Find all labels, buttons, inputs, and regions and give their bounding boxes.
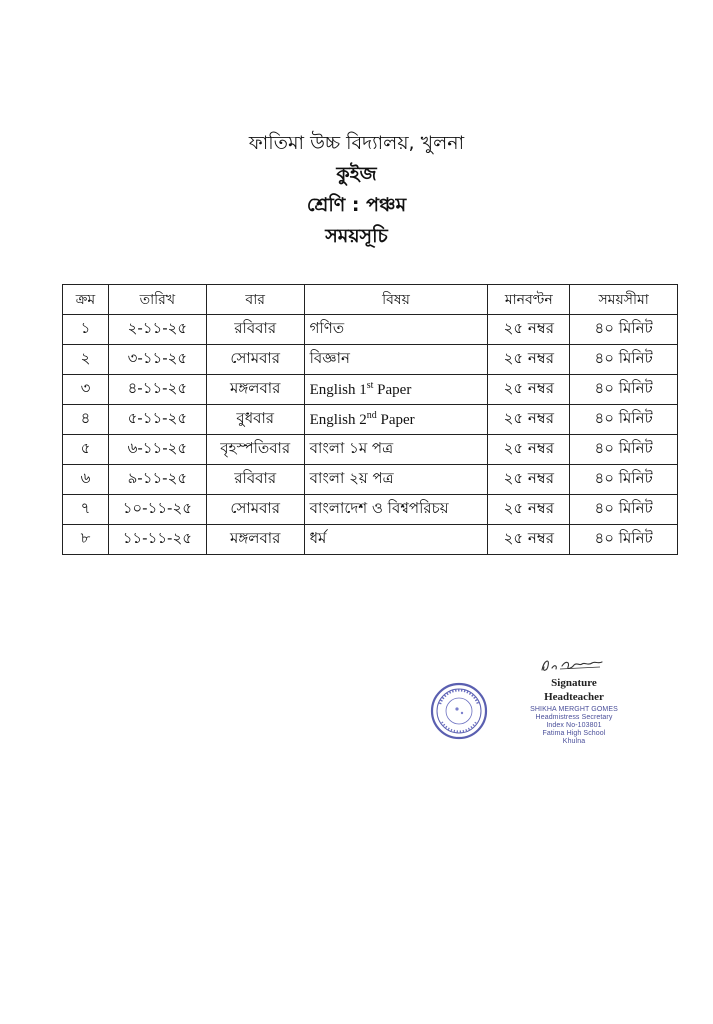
cell-date: ৪-১১-২৫ — [108, 375, 206, 405]
cell-date: ৫-১১-২৫ — [108, 405, 206, 435]
cell-marks: ২৫ নম্বর — [488, 435, 570, 465]
header-date: তারিখ — [108, 285, 206, 315]
school-seal-stamp — [430, 682, 488, 740]
cell-serial: ৪ — [63, 405, 109, 435]
subject-text: English 2 — [309, 412, 367, 428]
cell-date: ৩-১১-২৫ — [108, 345, 206, 375]
cell-date: ২-১১-২৫ — [108, 315, 206, 345]
cell-date: ৬-১১-২৫ — [108, 435, 206, 465]
stamp-line: Headmistress Secretary — [535, 714, 613, 721]
header-serial: ক্রম — [63, 285, 109, 315]
cell-day: সোমবার — [206, 345, 304, 375]
header-marks: মানবণ্টন — [488, 285, 570, 315]
header-day: বার — [206, 285, 304, 315]
class-line: শ্রেণি : পঞ্চম — [306, 194, 407, 216]
headteacher-label: Headteacher — [544, 691, 604, 703]
cell-subject — [304, 405, 488, 435]
cell-marks: ২৫ নম্বর — [488, 345, 570, 375]
cell-subject: বাংলা ১ম পত্র — [304, 435, 488, 465]
cell-duration: ৪০ মিনিট — [570, 315, 678, 345]
signature-label: Signature — [551, 677, 597, 689]
cell-serial: ৬ — [63, 465, 109, 495]
stamp-line: Khulna — [562, 738, 586, 745]
cell-subject: বিজ্ঞান — [304, 345, 488, 375]
table-header-row — [63, 285, 678, 315]
cell-duration: ৪০ মিনিট — [570, 435, 678, 465]
subject-ordinal: st — [366, 380, 374, 391]
cell-marks: ২৫ নম্বর — [488, 465, 570, 495]
cell-serial: ২ — [63, 345, 109, 375]
cell-date: ১১-১১-২৫ — [108, 525, 206, 555]
cell-marks: ২৫ নম্বর — [488, 525, 570, 555]
cell-subject: ধর্ম — [304, 525, 488, 555]
subject-text-suffix: Paper — [373, 382, 412, 398]
cell-day: মঙ্গলবার — [206, 375, 304, 405]
cell-day: বুধবার — [206, 405, 304, 435]
cell-date: ৯-১১-২৫ — [108, 465, 206, 495]
event-name: কুইজ — [336, 163, 377, 185]
stamp-line: Index No-103801 — [546, 722, 602, 729]
subject-text: English 1 — [309, 382, 367, 398]
cell-marks: ২৫ নম্বর — [488, 495, 570, 525]
header-subject: বিষয় — [304, 285, 488, 315]
cell-date: ১০-১১-২৫ — [108, 495, 206, 525]
cell-subject: বাংলা ২য় পত্র — [304, 465, 488, 495]
stamp-line: SHIKHA MERGHT GOMES — [530, 706, 618, 713]
table-row — [63, 525, 678, 555]
school-name: ফাতিমা উচ্চ বিদ্যালয়, খুলনা — [248, 132, 465, 154]
table-row — [63, 405, 678, 435]
cell-serial: ৩ — [63, 375, 109, 405]
table-row — [63, 345, 678, 375]
cell-subject: বাংলাদেশ ও বিশ্বপরিচয় — [304, 495, 488, 525]
cell-subject: গণিত — [304, 315, 488, 345]
header-duration: সময়সীমা — [570, 285, 678, 315]
signature-block — [522, 654, 626, 746]
table-row — [63, 315, 678, 345]
document-header — [0, 128, 713, 252]
cell-day: সোমবার — [206, 495, 304, 525]
cell-day: মঙ্গলবার — [206, 525, 304, 555]
cell-serial: ১ — [63, 315, 109, 345]
cell-day: বৃহস্পতিবার — [206, 435, 304, 465]
table-row — [63, 435, 678, 465]
table-row — [63, 495, 678, 525]
cell-duration: ৪০ মিনিট — [570, 375, 678, 405]
table-row — [63, 375, 678, 405]
subject-ordinal: nd — [366, 410, 377, 421]
cell-day: রবিবার — [206, 465, 304, 495]
cell-duration: ৪০ মিনিট — [570, 465, 678, 495]
cell-marks: ২৫ নম্বর — [488, 375, 570, 405]
cell-serial: ৮ — [63, 525, 109, 555]
stamp-line: Fatima High School — [542, 730, 606, 737]
cell-duration: ৪০ মিনিট — [570, 495, 678, 525]
schedule-table — [62, 284, 678, 555]
name-stamp — [522, 706, 626, 746]
table-row — [63, 465, 678, 495]
subject-text-suffix: Paper — [376, 412, 415, 428]
cell-subject — [304, 375, 488, 405]
cell-duration: ৪০ মিনিট — [570, 405, 678, 435]
cell-serial: ৭ — [63, 495, 109, 525]
cell-marks: ২৫ নম্বর — [488, 315, 570, 345]
cell-serial: ৫ — [63, 435, 109, 465]
cell-duration: ৪০ মিনিট — [570, 525, 678, 555]
handwritten-signature — [522, 654, 626, 676]
cell-marks: ২৫ নম্বর — [488, 405, 570, 435]
cell-day: রবিবার — [206, 315, 304, 345]
document-title: সময়সূচি — [325, 225, 388, 247]
cell-duration: ৪০ মিনিট — [570, 345, 678, 375]
